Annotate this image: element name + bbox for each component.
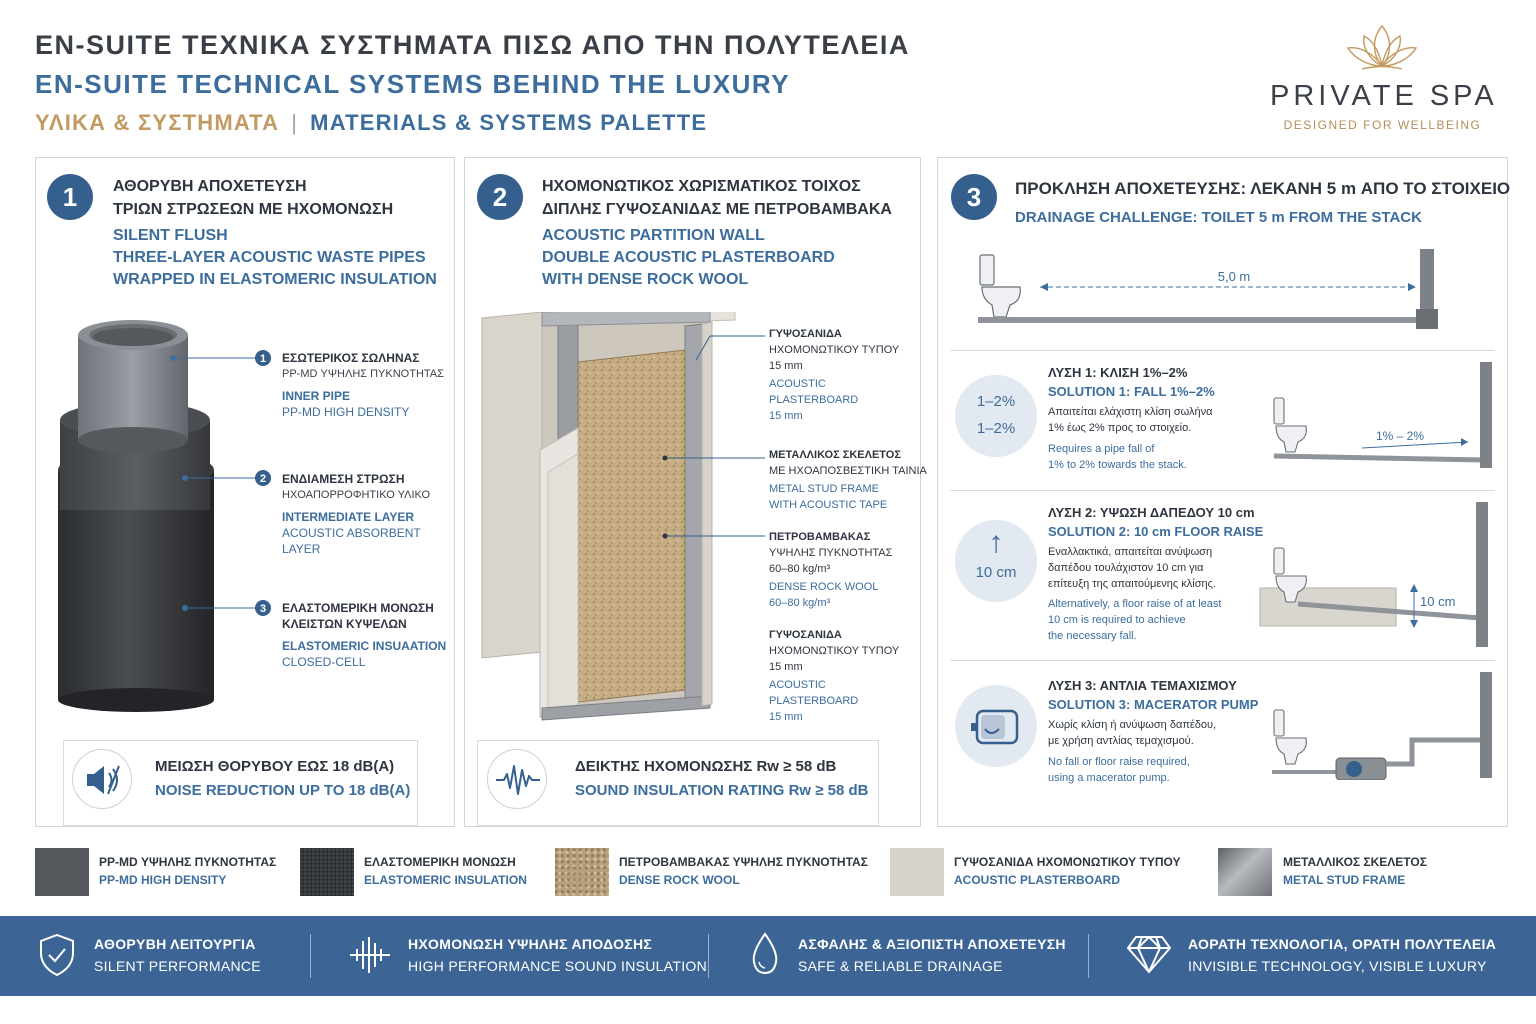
speaker-muted-icon xyxy=(72,749,132,809)
swatch-plasterboard-label xyxy=(954,855,1181,887)
callout-rock-wool xyxy=(769,529,892,611)
brand-name: PRIVATE SPA xyxy=(1270,80,1498,112)
swatch-metal-stud-label xyxy=(1283,855,1427,887)
layer-3-el-2: ΚΛΕΙΣΤΩΝ ΚΥΨΕΛΩΝ xyxy=(282,617,407,631)
title-greek: EN-SUITE ΤΕΧΝΙΚΑ ΣΥΣΤΗΜΑΤΑ ΠΙΣΩ ΑΠΟ ΤΗΝ ΠΟΛΥΤΕΛΕΙΑ xyxy=(35,30,910,60)
floor-raise-badge xyxy=(955,520,1037,602)
swatch-1-en: PP-MD HIGH DENSITY xyxy=(99,873,227,887)
footer-1-el: ΑΘΟΡΥΒΗ ΛΕΙΤΟΥΡΓΙΑ xyxy=(94,936,256,952)
layer-2-en-2: ACOUSTIC ABSORBENT xyxy=(282,526,421,540)
callout-3-en-1: DENSE ROCK WOOL xyxy=(769,581,879,593)
footer-3-el: ΑΣΦΑΛΗΣ & ΑΞΙΟΠΙΣΤΗ ΑΠΟΧΕΤΕΥΣΗ xyxy=(798,936,1066,952)
panel-3-number: 3 xyxy=(951,174,997,220)
callout-1-el-3: 15 mm xyxy=(769,360,803,372)
macerator-diagram xyxy=(1262,670,1497,780)
solution-3-en-2: using a macerator pump. xyxy=(1048,772,1170,784)
swatch-elastomeric-label xyxy=(364,855,527,887)
callout-4-en-3: 15 mm xyxy=(769,711,803,723)
solution-2-en-2: 10 cm is required to achieve xyxy=(1048,614,1186,626)
sound-rating-el: ΔΕΙΚΤΗΣ ΗΧΟΜΟΝΩΣΗΣ Rw ≥ 58 dB xyxy=(575,758,837,775)
solution-1-el-2: 1% έως 2% προς το στοιχείο. xyxy=(1048,422,1192,434)
callout-4-en-2: PLASTERBOARD xyxy=(769,695,859,707)
pipe-leader-lines xyxy=(170,345,280,620)
solution-1-el-title: ΛΥΣΗ 1: ΚΛΙΣΗ 1%–2% xyxy=(1048,365,1188,380)
callout-1-en-3: 15 mm xyxy=(769,410,803,422)
callout-3-en-2: 60–80 kg/m³ xyxy=(769,597,831,609)
layer-3-en-2: CLOSED-CELL xyxy=(282,655,366,669)
solution-1-en-2: 1% to 2% towards the stack. xyxy=(1048,459,1187,471)
footer-2-el: ΗΧΟΜΟΝΩΣΗ ΥΨΗΛΗΣ ΑΠΟΔΟΣΗΣ xyxy=(408,936,653,952)
macerator-pump-badge xyxy=(955,685,1037,767)
floor-raise-diagram xyxy=(1258,500,1498,650)
callout-1-en-2: PLASTERBOARD xyxy=(769,394,859,406)
panel-3-title-el: ΠΡΟΚΛΗΣΗ ΑΠΟΧΕΤΕΥΣΗΣ: ΛΕΚΑΝΗ 5 m ΑΠΟ ΤΟ ΣΤΟΙΧΕΙΟ xyxy=(1015,179,1511,198)
panel-1-title-el-1: ΑΘΟΡΥΒΗ ΑΠΟΧΕΤΕΥΣΗ xyxy=(113,178,307,195)
pump-icon xyxy=(955,685,1037,767)
fall-badge-line-1: 1–2% xyxy=(976,393,1016,410)
swatch-rock-wool-label xyxy=(619,855,868,887)
arrow-up-icon: ↑ xyxy=(988,526,1004,559)
noise-reduction-el: ΜΕΙΩΣΗ ΘΟΡΥΒΟΥ ΕΩΣ 18 dB(A) xyxy=(155,758,395,775)
floor-raise-diagram-label: 10 cm xyxy=(1420,594,1456,609)
water-drop-icon xyxy=(750,932,780,976)
lotus-logo-icon xyxy=(1342,22,1422,72)
layer-2-en-3: LAYER xyxy=(282,542,321,556)
footer-4-en: INVISIBLE TECHNOLOGY, VISIBLE LUXURY xyxy=(1188,958,1487,974)
divider-1 xyxy=(950,350,1495,351)
layer-1-el-1: ΕΣΩΤΕΡΙΚΟΣ ΣΩΛΗΝΑΣ xyxy=(282,351,420,365)
callout-4-el-1: ΓΥΨΟΣΑΝΙΔΑ xyxy=(769,629,842,641)
callout-plasterboard-back xyxy=(769,627,899,725)
footer-2-en: HIGH PERFORMANCE SOUND INSULATION xyxy=(408,958,707,974)
subtitle xyxy=(35,110,707,136)
footer-divider-2 xyxy=(708,934,709,978)
swatch-4-en: ACOUSTIC PLASTERBOARD xyxy=(954,873,1121,887)
solution-1-en-1: Requires a pipe fall of xyxy=(1048,443,1155,455)
swatch-plasterboard xyxy=(890,848,944,896)
footer-item-4 xyxy=(1188,936,1496,974)
wall-leader-lines xyxy=(660,330,770,630)
diamond-icon xyxy=(1126,934,1172,974)
callout-2-en-2: WITH ACOUSTIC TAPE xyxy=(769,499,888,511)
subtitle-english: MATERIALS & SYSTEMS PALETTE xyxy=(310,110,708,135)
solution-2-en-1: Alternatively, a floor raise of at least xyxy=(1048,598,1222,610)
subtitle-greek: ΥΛΙΚΑ & ΣΥΣΤΗΜΑΤΑ xyxy=(35,110,280,135)
panel-1-title-el-2: ΤΡΙΩΝ ΣΤΡΩΣΕΩΝ ΜΕ ΗΧΟΜΟΝΩΣΗ xyxy=(113,201,394,218)
footer-4-el: ΑΟΡΑΤΗ ΤΕΧΝΟΛΟΓΙΑ, ΟΡΑΤΗ ΠΟΛΥΤΕΛΕΙΑ xyxy=(1188,936,1497,952)
swatch-1-el: PP-MD ΥΨΗΛΗΣ ΠΥΚΝΟΤΗΤΑΣ xyxy=(99,855,277,869)
fall-percentage-badge xyxy=(955,375,1037,457)
callout-4-el-2: ΗΧΟΜΟΝΩΤΙΚΟΥ ΤΥΠΟΥ xyxy=(769,645,900,657)
callout-metal-stud xyxy=(769,447,927,513)
layer-2-el-2: ΗΧΟΑΠΟΡΡΟΦΗΤΙΚΟ ΥΛΙΚΟ xyxy=(282,489,431,501)
panel-1-number: 1 xyxy=(47,174,93,220)
panel-1-title xyxy=(113,175,437,291)
callout-1-en-1: ACOUSTIC xyxy=(769,378,826,390)
panel-3-title-en: DRAINAGE CHALLENGE: TOILET 5 m FROM THE STACK xyxy=(1015,209,1422,226)
layer-1-label xyxy=(282,350,444,420)
solution-1-en-title: SOLUTION 1: FALL 1%–2% xyxy=(1048,384,1215,399)
panel-2-title-en-1: ACOUSTIC PARTITION WALL xyxy=(542,227,765,244)
noise-reduction-en: NOISE REDUCTION UP TO 18 dB(A) xyxy=(155,782,411,799)
callout-4-en-1: ACOUSTIC xyxy=(769,679,826,691)
solution-3-en-1: No fall or floor raise required, xyxy=(1048,756,1190,768)
solution-3-el-2: με χρήση αντλίας τεμαχισμού. xyxy=(1048,735,1194,747)
callout-2-el-1: ΜΕΤΑΛΛΙΚΟΣ ΣΚΕΛΕΤΟΣ xyxy=(769,449,901,461)
swatch-4-el: ΓΥΨΟΣΑΝΙΔΑ ΗΧΟΜΟΝΩΤΙΚΟΥ ΤΥΠΟΥ xyxy=(954,855,1181,869)
fall-diagram xyxy=(1262,360,1497,470)
solution-3-el-1: Χωρίς κλίση ή ανύψωση δαπέδου, xyxy=(1048,719,1217,731)
footer-item-3 xyxy=(798,936,1066,974)
swatch-ppmd-label xyxy=(99,855,276,887)
panel-2-title xyxy=(542,175,892,291)
callout-4-el-3: 15 mm xyxy=(769,661,803,673)
layer-2-el-1: ΕΝΔΙΑΜΕΣΗ ΣΤΡΩΣΗ xyxy=(282,472,405,486)
layer-1-marker: 1 xyxy=(259,353,267,365)
layer-2-en-1: INTERMEDIATE LAYER xyxy=(282,510,415,524)
distance-label: 5,0 m xyxy=(1217,269,1251,284)
panel-2-number: 2 xyxy=(477,174,523,220)
panel-2-title-en-2: DOUBLE ACOUSTIC PLASTERBOARD xyxy=(542,249,835,266)
panel-1-title-en-2: THREE-LAYER ACOUSTIC WASTE PIPES xyxy=(113,249,426,266)
callout-2-en-1: METAL STUD FRAME xyxy=(769,483,880,495)
swatch-ppmd xyxy=(35,848,89,896)
toilet-to-stack-diagram xyxy=(972,245,1452,335)
callout-3-el-1: ΠΕΤΡΟΒΑΜΒΑΚΑΣ xyxy=(769,531,871,543)
layer-1-en-1: INNER PIPE xyxy=(282,389,351,403)
footer-divider-3 xyxy=(1088,934,1089,978)
solution-2-el-3: επίτευξη της απαιτούμενης κλίσης. xyxy=(1048,578,1216,590)
solution-3-el-title: ΛΥΣΗ 3: ΑΝΤΛΙΑ ΤΕΜΑΧΙΣΜΟΥ xyxy=(1048,678,1237,693)
solution-2-el-1: Εναλλακτικά, απαιτείται ανύψωση xyxy=(1048,546,1213,558)
layer-1-el-2: PP-MD ΥΨΗΛΗΣ ΠΥΚΝΟΤΗΤΑΣ xyxy=(282,368,444,380)
swatch-rock-wool xyxy=(555,848,609,896)
callout-3-el-3: 60–80 kg/m³ xyxy=(769,563,831,575)
subtitle-separator: | xyxy=(291,110,299,135)
solution-2-en-3: the necessary fall. xyxy=(1048,630,1137,642)
fall-badge-line-2: 1–2% xyxy=(976,420,1016,437)
solution-3-en-title: SOLUTION 3: MACERATOR PUMP xyxy=(1048,697,1259,712)
divider-3 xyxy=(950,660,1495,661)
callout-1-el-1: ΓΥΨΟΣΑΝΙΔΑ xyxy=(769,328,842,340)
solution-1-el-1: Απαιτείται ελάχιστη κλίση σωλήνα xyxy=(1048,406,1213,418)
panel-2-title-en-3: WITH DENSE ROCK WOOL xyxy=(542,271,749,288)
panel-2-title-el-2: ΔΙΠΛΗΣ ΓΥΨΟΣΑΝΙΔΑΣ ΜΕ ΠΕΤΡΟΒΑΜΒΑΚΑ xyxy=(542,201,892,218)
footer-divider-1 xyxy=(310,934,311,978)
title-english: EN-SUITE TECHNICAL SYSTEMS BEHIND THE LUXURY xyxy=(35,69,791,99)
swatch-elastomeric xyxy=(300,848,354,896)
callout-3-el-2: ΥΨΗΛΗΣ ΠΥΚΝΟΤΗΤΑΣ xyxy=(769,547,893,559)
solution-3-text xyxy=(1048,677,1258,786)
swatch-2-el: ΕΛΑΣΤΟΜΕΡΙΚΗ ΜΟΝΩΣΗ xyxy=(364,855,516,869)
solution-2-el-2: δαπέδου τουλάχιστον 10 cm για xyxy=(1048,562,1204,574)
layer-1-en-2: PP-MD HIGH DENSITY xyxy=(282,405,410,419)
swatch-3-el: ΠΕΤΡΟΒΑΜΒΑΚΑΣ ΥΨΗΛΗΣ ΠΥΚΝΟΤΗΤΑΣ xyxy=(619,855,868,869)
footer-item-1 xyxy=(94,936,261,974)
panel-1-title-en-3: WRAPPED IN ELASTOMERIC INSULATION xyxy=(113,271,437,288)
footer-1-en: SILENT PERFORMANCE xyxy=(94,958,261,974)
sound-wave-icon xyxy=(347,935,393,975)
solution-2-el-title: ΛΥΣΗ 2: ΥΨΩΣΗ ΔΑΠΕΔΟΥ 10 cm xyxy=(1048,505,1255,520)
callout-2-el-2: ΜΕ ΗΧΟΑΠΟΣΒΕΣΤΙΚΗ ΤΑΙΝΙΑ xyxy=(769,465,927,477)
shield-check-icon xyxy=(38,933,76,977)
swatch-metal-stud xyxy=(1218,848,1272,896)
layer-3-el-1: ΕΛΑΣΤΟΜΕΡΙΚΗ ΜΟΝΩΣΗ xyxy=(282,601,434,615)
layer-3-marker: 3 xyxy=(259,603,267,615)
swatch-2-en: ELASTOMERIC INSULATION xyxy=(364,873,527,887)
sound-wave-icon xyxy=(487,749,547,809)
solution-2-text xyxy=(1048,504,1263,644)
panel-2-title-el-1: ΗΧΟΜΟΝΩΤΙΚΟΣ ΧΩΡΙΣΜΑΤΙΚΟΣ ΤΟΙΧΟΣ xyxy=(542,178,861,195)
swatch-3-en: DENSE ROCK WOOL xyxy=(619,873,740,887)
brand-tagline: DESIGNED FOR WELLBEING xyxy=(1283,118,1482,132)
callout-1-el-2: ΗΧΟΜΟΝΩΤΙΚΟΥ ΤΥΠΟΥ xyxy=(769,344,900,356)
floor-raise-badge-label: 10 cm xyxy=(975,564,1017,581)
solution-2-en-title: SOLUTION 2: 10 cm FLOOR RAISE xyxy=(1048,524,1264,539)
footer-item-2 xyxy=(408,936,707,974)
layer-2-marker: 2 xyxy=(259,473,267,485)
layer-3-en-1: ELASTOMERIC INSUAATION xyxy=(282,639,447,653)
swatch-5-el: ΜΕΤΑΛΛΙΚΟΣ ΣΚΕΛΕΤΟΣ xyxy=(1283,855,1427,869)
layer-3-label xyxy=(282,600,446,670)
solution-1-text xyxy=(1048,364,1215,473)
divider-2 xyxy=(950,490,1495,491)
footer-3-en: SAFE & RELIABLE DRAINAGE xyxy=(798,958,1003,974)
panel-1-title-en-1: SILENT FLUSH xyxy=(113,227,228,244)
layer-2-label xyxy=(282,471,430,557)
fall-diagram-label: 1% – 2% xyxy=(1375,429,1425,443)
callout-plasterboard-front xyxy=(769,326,899,424)
swatch-5-en: METAL STUD FRAME xyxy=(1283,873,1406,887)
sound-rating-en: SOUND INSULATION RATING Rw ≥ 58 dB xyxy=(575,782,869,799)
